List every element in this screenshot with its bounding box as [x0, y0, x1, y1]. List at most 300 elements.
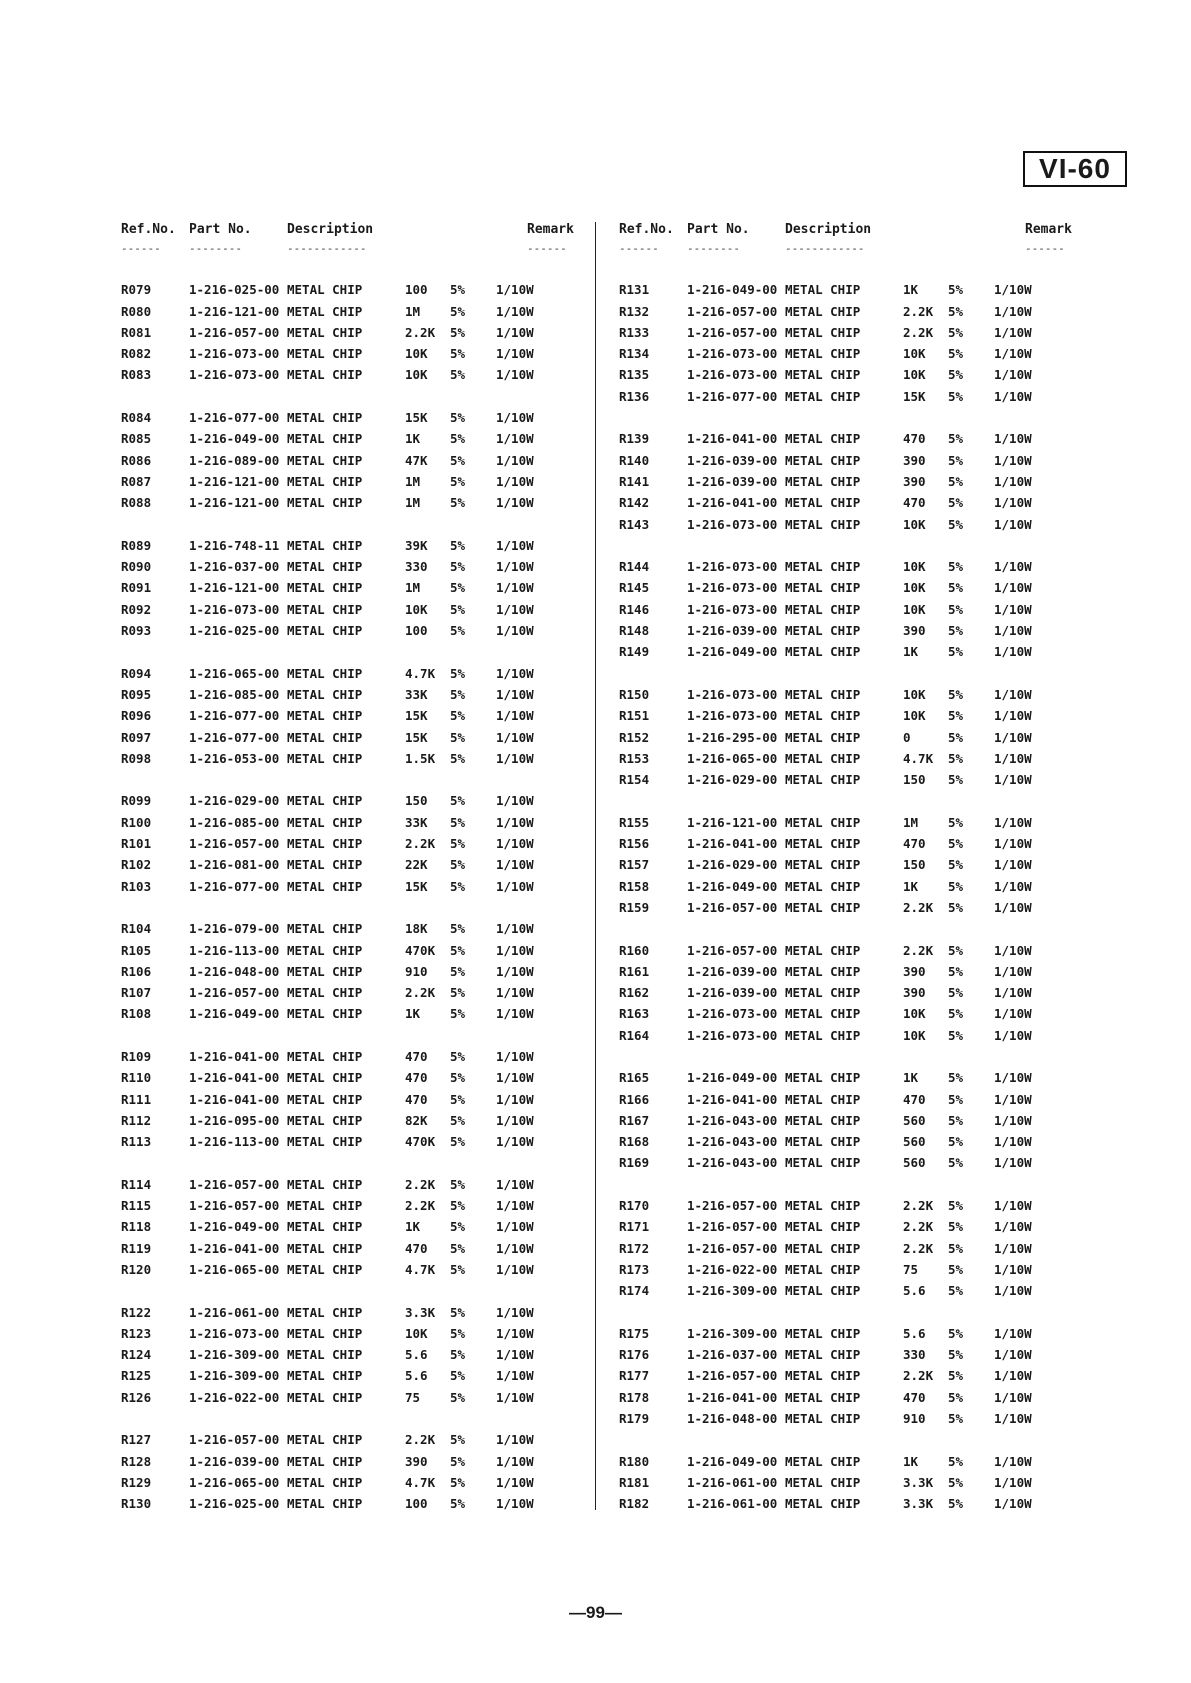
value-cell: 10K [903, 346, 926, 362]
power-rating-cell: 1/10W [496, 1304, 534, 1320]
ref-no-cell: R170 [619, 1198, 650, 1214]
description-cell: METAL CHIP [287, 814, 363, 830]
ref-no-cell: R167 [619, 1112, 650, 1128]
value-cell: 75 [405, 1389, 421, 1405]
ref-no-cell: R171 [619, 1219, 650, 1235]
ref-no-cell: R152 [619, 729, 650, 745]
ref-no-cell: R111 [121, 1091, 152, 1107]
part-no-cell: 1-216-057-00 [687, 1240, 778, 1256]
power-rating-cell: 1/10W [994, 1496, 1032, 1512]
tolerance-cell: 5% [450, 1261, 466, 1277]
ref-no-cell: R162 [619, 985, 650, 1001]
part-no-cell: 1-216-309-00 [189, 1347, 280, 1363]
value-cell: 2.2K [405, 836, 436, 852]
tolerance-cell: 5% [450, 1219, 466, 1235]
power-rating-cell: 1/10W [496, 942, 534, 958]
power-rating-cell: 1/10W [994, 282, 1032, 298]
tolerance-cell: 5% [948, 431, 964, 447]
part-no-cell: 1-216-089-00 [189, 452, 280, 468]
description-cell: METAL CHIP [785, 1496, 861, 1512]
description-cell: METAL CHIP [287, 1453, 363, 1469]
ref-no-cell: R085 [121, 431, 152, 447]
tolerance-cell: 5% [450, 857, 466, 873]
ref-no-cell: R120 [121, 1261, 152, 1277]
description-cell: METAL CHIP [785, 1027, 861, 1043]
description-cell: METAL CHIP [287, 750, 363, 766]
power-rating-cell: 1/10W [994, 1347, 1032, 1363]
power-rating-cell: 1/10W [994, 899, 1032, 915]
part-no-cell: 1-216-073-00 [189, 367, 280, 383]
value-cell: 0 [903, 729, 911, 745]
power-rating-cell: 1/10W [994, 346, 1032, 362]
value-cell: 10K [903, 708, 926, 724]
power-rating-cell: 1/10W [994, 1006, 1032, 1022]
part-no-cell: 1-216-022-00 [189, 1389, 280, 1405]
tolerance-cell: 5% [948, 580, 964, 596]
description-cell: METAL CHIP [287, 1198, 363, 1214]
value-cell: 910 [903, 1411, 926, 1427]
ref-no-cell: R127 [121, 1432, 152, 1448]
power-rating-cell: 1/10W [496, 1389, 534, 1405]
description-cell: METAL CHIP [287, 303, 363, 319]
ref-no-cell: R143 [619, 516, 650, 532]
value-cell: 390 [903, 473, 926, 489]
part-no-cell: 1-216-049-00 [687, 1070, 778, 1086]
power-rating-cell: 1/10W [994, 1112, 1032, 1128]
power-rating-cell: 1/10W [994, 559, 1032, 575]
ref-no-cell: R150 [619, 686, 650, 702]
tolerance-cell: 5% [450, 1048, 466, 1064]
part-no-cell: 1-216-057-00 [189, 985, 280, 1001]
description-cell: METAL CHIP [287, 963, 363, 979]
description-cell: METAL CHIP [287, 537, 363, 553]
header-part-no: Part No. [687, 222, 750, 237]
part-no-cell: 1-216-041-00 [189, 1240, 280, 1256]
description-cell: METAL CHIP [287, 495, 363, 511]
power-rating-cell: 1/10W [994, 1198, 1032, 1214]
ref-no-cell: R107 [121, 985, 152, 1001]
power-rating-cell: 1/10W [496, 282, 534, 298]
description-cell: METAL CHIP [287, 410, 363, 426]
value-cell: 10K [903, 601, 926, 617]
power-rating-cell: 1/10W [496, 985, 534, 1001]
value-cell: 150 [903, 772, 926, 788]
part-no-cell: 1-216-057-00 [189, 1176, 280, 1192]
description-cell: METAL CHIP [287, 665, 363, 681]
ref-no-cell: R144 [619, 559, 650, 575]
description-cell: METAL CHIP [287, 1347, 363, 1363]
power-rating-cell: 1/10W [496, 1347, 534, 1363]
value-cell: 330 [903, 1347, 926, 1363]
value-cell: 1K [903, 644, 919, 660]
value-cell: 10K [903, 580, 926, 596]
ref-no-cell: R156 [619, 836, 650, 852]
value-cell: 4.7K [903, 750, 934, 766]
tolerance-cell: 5% [450, 708, 466, 724]
value-cell: 4.7K [405, 1261, 436, 1277]
header-description: Description [785, 222, 872, 237]
tolerance-cell: 5% [450, 836, 466, 852]
power-rating-cell: 1/10W [994, 623, 1032, 639]
description-cell: METAL CHIP [785, 1240, 861, 1256]
power-rating-cell: 1/10W [994, 644, 1032, 660]
description-cell: METAL CHIP [287, 1176, 363, 1192]
tolerance-cell: 5% [948, 899, 964, 915]
description-cell: METAL CHIP [785, 1347, 861, 1363]
part-no-cell: 1-216-309-00 [687, 1325, 778, 1341]
power-rating-cell: 1/10W [496, 346, 534, 362]
part-no-cell: 1-216-043-00 [687, 1155, 778, 1171]
ref-no-cell: R110 [121, 1070, 152, 1086]
tolerance-cell: 5% [450, 1091, 466, 1107]
ref-no-cell: R131 [619, 282, 650, 298]
ref-no-cell: R175 [619, 1325, 650, 1341]
value-cell: 2.2K [405, 1176, 436, 1192]
power-rating-cell: 1/10W [496, 1176, 534, 1192]
ref-no-cell: R094 [121, 665, 152, 681]
power-rating-cell: 1/10W [496, 1070, 534, 1086]
tolerance-cell: 5% [450, 1070, 466, 1086]
power-rating-cell: 1/10W [496, 1091, 534, 1107]
part-no-cell: 1-216-043-00 [687, 1134, 778, 1150]
value-cell: 82K [405, 1112, 428, 1128]
description-cell: METAL CHIP [287, 1112, 363, 1128]
description-cell: METAL CHIP [287, 985, 363, 1001]
part-no-cell: 1-216-048-00 [687, 1411, 778, 1427]
tolerance-cell: 5% [948, 1070, 964, 1086]
ref-no-cell: R102 [121, 857, 152, 873]
value-cell: 470 [405, 1091, 428, 1107]
ref-no-cell: R181 [619, 1474, 650, 1490]
description-cell: METAL CHIP [785, 388, 861, 404]
description-cell: METAL CHIP [287, 346, 363, 362]
value-cell: 330 [405, 559, 428, 575]
description-cell: METAL CHIP [785, 559, 861, 575]
tolerance-cell: 5% [450, 1474, 466, 1490]
tolerance-cell: 5% [948, 644, 964, 660]
description-cell: METAL CHIP [287, 1240, 363, 1256]
power-rating-cell: 1/10W [496, 1219, 534, 1235]
ref-no-cell: R104 [121, 921, 152, 937]
tolerance-cell: 5% [450, 963, 466, 979]
part-no-cell: 1-216-057-00 [687, 899, 778, 915]
description-cell: METAL CHIP [785, 963, 861, 979]
description-cell: METAL CHIP [287, 282, 363, 298]
value-cell: 470K [405, 1134, 436, 1150]
value-cell: 5.6 [405, 1347, 428, 1363]
tolerance-cell: 5% [450, 1134, 466, 1150]
tolerance-cell: 5% [450, 1198, 466, 1214]
value-cell: 33K [405, 814, 428, 830]
part-no-cell: 1-216-039-00 [189, 1453, 280, 1469]
power-rating-cell: 1/10W [496, 1368, 534, 1384]
part-no-cell: 1-216-073-00 [189, 601, 280, 617]
description-cell: METAL CHIP [287, 431, 363, 447]
part-no-cell: 1-216-748-11 [189, 537, 280, 553]
tolerance-cell: 5% [450, 559, 466, 575]
power-rating-cell: 1/10W [496, 559, 534, 575]
tolerance-cell: 5% [948, 836, 964, 852]
tolerance-cell: 5% [948, 282, 964, 298]
ref-no-cell: R154 [619, 772, 650, 788]
description-cell: METAL CHIP [287, 686, 363, 702]
part-no-cell: 1-216-073-00 [687, 346, 778, 362]
description-cell: METAL CHIP [785, 1389, 861, 1405]
value-cell: 1K [903, 878, 919, 894]
value-cell: 2.2K [903, 942, 934, 958]
value-cell: 1M [405, 473, 421, 489]
part-no-cell: 1-216-057-00 [687, 1198, 778, 1214]
ref-no-cell: R182 [619, 1496, 650, 1512]
description-cell: METAL CHIP [287, 601, 363, 617]
header-description: Description [287, 222, 374, 237]
tolerance-cell: 5% [948, 452, 964, 468]
description-cell: METAL CHIP [287, 623, 363, 639]
ref-no-cell: R113 [121, 1134, 152, 1150]
ref-no-cell: R139 [619, 431, 650, 447]
tolerance-cell: 5% [948, 1368, 964, 1384]
value-cell: 18K [405, 921, 428, 937]
tolerance-cell: 5% [948, 686, 964, 702]
tolerance-cell: 5% [450, 537, 466, 553]
ref-no-cell: R112 [121, 1112, 152, 1128]
value-cell: 39K [405, 537, 428, 553]
power-rating-cell: 1/10W [994, 1411, 1032, 1427]
part-no-cell: 1-216-073-00 [687, 367, 778, 383]
value-cell: 5.6 [405, 1368, 428, 1384]
power-rating-cell: 1/10W [994, 686, 1032, 702]
description-cell: METAL CHIP [287, 1474, 363, 1490]
description-cell: METAL CHIP [287, 1432, 363, 1448]
ref-no-cell: R084 [121, 410, 152, 426]
ref-no-cell: R155 [619, 814, 650, 830]
description-cell: METAL CHIP [287, 793, 363, 809]
description-cell: METAL CHIP [287, 1091, 363, 1107]
ref-no-cell: R091 [121, 580, 152, 596]
part-no-cell: 1-216-041-00 [687, 431, 778, 447]
power-rating-cell: 1/10W [496, 750, 534, 766]
power-rating-cell: 1/10W [496, 1240, 534, 1256]
value-cell: 470 [903, 1389, 926, 1405]
description-cell: METAL CHIP [287, 921, 363, 937]
ref-no-cell: R081 [121, 324, 152, 340]
value-cell: 2.2K [903, 324, 934, 340]
description-cell: METAL CHIP [785, 1474, 861, 1490]
part-no-cell: 1-216-041-00 [687, 495, 778, 511]
ref-no-cell: R149 [619, 644, 650, 660]
part-no-cell: 1-216-085-00 [189, 814, 280, 830]
part-no-cell: 1-216-039-00 [687, 452, 778, 468]
value-cell: 390 [405, 1453, 428, 1469]
part-no-cell: 1-216-095-00 [189, 1112, 280, 1128]
tolerance-cell: 5% [450, 686, 466, 702]
power-rating-cell: 1/10W [994, 1219, 1032, 1235]
value-cell: 1K [903, 1070, 919, 1086]
ref-no-cell: R159 [619, 899, 650, 915]
part-no-cell: 1-216-057-00 [189, 324, 280, 340]
tolerance-cell: 5% [450, 729, 466, 745]
description-cell: METAL CHIP [785, 1006, 861, 1022]
ref-no-cell: R079 [121, 282, 152, 298]
tolerance-cell: 5% [948, 708, 964, 724]
ref-no-cell: R164 [619, 1027, 650, 1043]
value-cell: 10K [903, 686, 926, 702]
tolerance-cell: 5% [450, 623, 466, 639]
description-cell: METAL CHIP [785, 282, 861, 298]
power-rating-cell: 1/10W [994, 836, 1032, 852]
ref-no-cell: R153 [619, 750, 650, 766]
tolerance-cell: 5% [450, 303, 466, 319]
description-cell: METAL CHIP [785, 1261, 861, 1277]
description-cell: METAL CHIP [287, 1219, 363, 1235]
ref-no-cell: R082 [121, 346, 152, 362]
ref-no-cell: R140 [619, 452, 650, 468]
header-desc-dash: ------------ [785, 242, 865, 255]
part-no-cell: 1-216-039-00 [687, 985, 778, 1001]
value-cell: 2.2K [903, 1219, 934, 1235]
value-cell: 560 [903, 1155, 926, 1171]
power-rating-cell: 1/10W [994, 1283, 1032, 1299]
part-no-cell: 1-216-029-00 [189, 793, 280, 809]
power-rating-cell: 1/10W [994, 750, 1032, 766]
part-no-cell: 1-216-039-00 [687, 963, 778, 979]
power-rating-cell: 1/10W [496, 729, 534, 745]
description-cell: METAL CHIP [785, 452, 861, 468]
tolerance-cell: 5% [948, 1325, 964, 1341]
value-cell: 22K [405, 857, 428, 873]
part-no-cell: 1-216-295-00 [687, 729, 778, 745]
ref-no-cell: R087 [121, 473, 152, 489]
value-cell: 2.2K [903, 1198, 934, 1214]
description-cell: METAL CHIP [287, 1496, 363, 1512]
tolerance-cell: 5% [948, 878, 964, 894]
part-no-cell: 1-216-121-00 [189, 495, 280, 511]
value-cell: 10K [903, 516, 926, 532]
ref-no-cell: R106 [121, 963, 152, 979]
header-remark-dash: ------ [1025, 242, 1065, 255]
power-rating-cell: 1/10W [994, 580, 1032, 596]
ref-no-cell: R169 [619, 1155, 650, 1171]
description-cell: METAL CHIP [785, 1198, 861, 1214]
description-cell: METAL CHIP [785, 750, 861, 766]
value-cell: 470 [903, 1091, 926, 1107]
part-no-cell: 1-216-073-00 [189, 346, 280, 362]
description-cell: METAL CHIP [287, 708, 363, 724]
ref-no-cell: R119 [121, 1240, 152, 1256]
description-cell: METAL CHIP [287, 1368, 363, 1384]
tolerance-cell: 5% [450, 750, 466, 766]
tolerance-cell: 5% [450, 878, 466, 894]
part-no-cell: 1-216-113-00 [189, 942, 280, 958]
value-cell: 3.3K [903, 1496, 934, 1512]
tolerance-cell: 5% [948, 367, 964, 383]
value-cell: 560 [903, 1112, 926, 1128]
power-rating-cell: 1/10W [496, 1432, 534, 1448]
value-cell: 10K [903, 1027, 926, 1043]
tolerance-cell: 5% [948, 1411, 964, 1427]
description-cell: METAL CHIP [785, 899, 861, 915]
part-no-cell: 1-216-037-00 [687, 1347, 778, 1363]
part-no-cell: 1-216-025-00 [189, 282, 280, 298]
ref-no-cell: R134 [619, 346, 650, 362]
power-rating-cell: 1/10W [496, 1134, 534, 1150]
power-rating-cell: 1/10W [496, 495, 534, 511]
ref-no-cell: R086 [121, 452, 152, 468]
ref-no-cell: R142 [619, 495, 650, 511]
description-cell: METAL CHIP [287, 1048, 363, 1064]
value-cell: 2.2K [405, 985, 436, 1001]
value-cell: 10K [903, 367, 926, 383]
power-rating-cell: 1/10W [496, 1048, 534, 1064]
tolerance-cell: 5% [450, 1240, 466, 1256]
tolerance-cell: 5% [450, 282, 466, 298]
description-cell: METAL CHIP [785, 623, 861, 639]
part-no-cell: 1-216-041-00 [189, 1048, 280, 1064]
tolerance-cell: 5% [450, 601, 466, 617]
power-rating-cell: 1/10W [994, 516, 1032, 532]
tolerance-cell: 5% [450, 367, 466, 383]
value-cell: 470 [405, 1070, 428, 1086]
power-rating-cell: 1/10W [496, 686, 534, 702]
part-no-cell: 1-216-029-00 [687, 772, 778, 788]
power-rating-cell: 1/10W [994, 1134, 1032, 1150]
tolerance-cell: 5% [948, 1453, 964, 1469]
power-rating-cell: 1/10W [496, 963, 534, 979]
description-cell: METAL CHIP [287, 878, 363, 894]
description-cell: METAL CHIP [785, 1411, 861, 1427]
ref-no-cell: R095 [121, 686, 152, 702]
ref-no-cell: R173 [619, 1261, 650, 1277]
value-cell: 75 [903, 1261, 919, 1277]
tolerance-cell: 5% [450, 346, 466, 362]
part-no-cell: 1-216-025-00 [189, 623, 280, 639]
part-no-cell: 1-216-057-00 [687, 1219, 778, 1235]
tolerance-cell: 5% [450, 1112, 466, 1128]
power-rating-cell: 1/10W [994, 367, 1032, 383]
value-cell: 1M [903, 814, 919, 830]
power-rating-cell: 1/10W [994, 1091, 1032, 1107]
value-cell: 390 [903, 623, 926, 639]
ref-no-cell: R129 [121, 1474, 152, 1490]
ref-no-cell: R118 [121, 1219, 152, 1235]
part-no-cell: 1-216-049-00 [687, 878, 778, 894]
part-no-cell: 1-216-073-00 [687, 580, 778, 596]
part-no-cell: 1-216-048-00 [189, 963, 280, 979]
part-no-cell: 1-216-039-00 [687, 473, 778, 489]
power-rating-cell: 1/10W [994, 1325, 1032, 1341]
power-rating-cell: 1/10W [994, 1474, 1032, 1490]
power-rating-cell: 1/10W [496, 1261, 534, 1277]
tolerance-cell: 5% [450, 410, 466, 426]
ref-no-cell: R092 [121, 601, 152, 617]
power-rating-cell: 1/10W [496, 1112, 534, 1128]
ref-no-cell: R093 [121, 623, 152, 639]
value-cell: 390 [903, 452, 926, 468]
tolerance-cell: 5% [948, 1134, 964, 1150]
power-rating-cell: 1/10W [496, 665, 534, 681]
power-rating-cell: 1/10W [496, 580, 534, 596]
value-cell: 2.2K [903, 899, 934, 915]
tolerance-cell: 5% [450, 1389, 466, 1405]
tolerance-cell: 5% [948, 388, 964, 404]
tolerance-cell: 5% [450, 1176, 466, 1192]
value-cell: 2.2K [405, 324, 436, 340]
description-cell: METAL CHIP [785, 814, 861, 830]
power-rating-cell: 1/10W [496, 431, 534, 447]
part-no-cell: 1-216-049-00 [189, 1219, 280, 1235]
tolerance-cell: 5% [948, 1219, 964, 1235]
tolerance-cell: 5% [450, 985, 466, 1001]
